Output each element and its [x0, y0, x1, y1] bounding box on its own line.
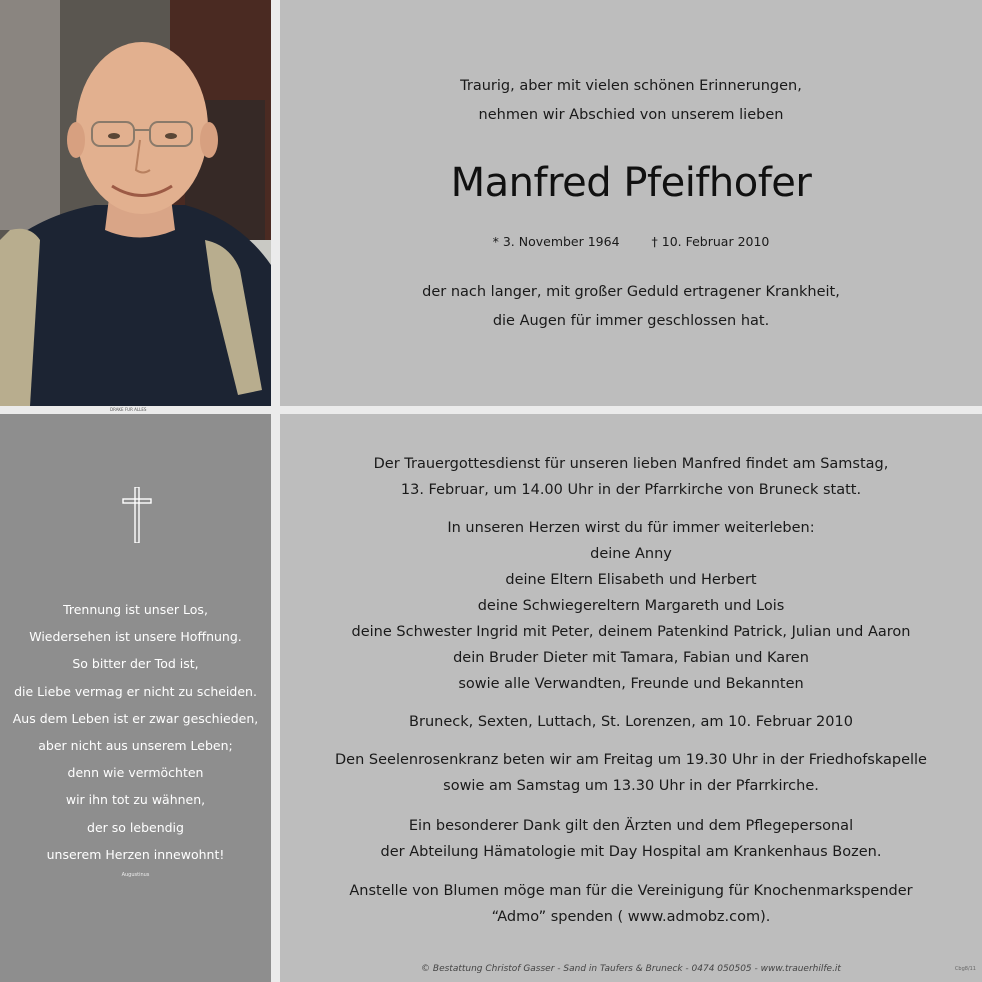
service-line: Der Trauergottesdienst für unseren lieben Manfred findet am Samstag,: [373, 456, 889, 472]
birth-date: * 3. November 1964: [492, 234, 620, 249]
donation-line: “Admo” spenden ( www.admobz.com).: [491, 909, 771, 925]
document-code: Cbg8/11: [954, 966, 976, 972]
deceased-name: Manfred Pfeifhofer: [450, 160, 812, 206]
life-dates: [280, 234, 982, 249]
intro-line: nehmen wir Abschied von unserem lieben: [478, 107, 784, 123]
portrait-photo: [0, 0, 271, 406]
verse-author: Augustinus: [121, 872, 150, 878]
cross-icon: [122, 487, 152, 543]
intro-line: Traurig, aber mit vielen schönen Erinnerungen,: [460, 78, 802, 94]
verse-line: die Liebe vermag er nicht zu scheiden.: [14, 683, 257, 699]
thanks-info: [280, 813, 982, 865]
portrait-illustration: [0, 0, 271, 406]
undertaker-footer: © Bestattung Christof Gasser - Sand in Taufers & Bruneck - 0474 050505 - www.trauerhilfe.it: [421, 964, 841, 974]
verse-line: wir ihn tot zu wähnen,: [65, 792, 206, 808]
thanks-line: Ein besonderer Dank gilt den Ärzten und dem Pflegepersonal: [408, 818, 854, 834]
family-line: deine Eltern Elisabeth und Herbert: [505, 572, 757, 588]
family-list: [280, 515, 982, 697]
verse-line: Wiedersehen ist unsere Hoffnung.: [29, 629, 242, 645]
verse-line: Aus dem Leben ist er zwar geschieden,: [12, 710, 259, 726]
verse-line: So bitter der Tod ist,: [72, 656, 199, 672]
rosary-line: Den Seelenrosenkranz beten wir am Freitag um 19.30 Uhr in der Friedhofskapelle: [335, 752, 927, 768]
closing-line: der nach langer, mit großer Geduld ertragener Krankheit,: [422, 284, 840, 300]
family-line: deine Schwester Ingrid mit Peter, deinem Patenkind Patrick, Julian und Aaron: [351, 624, 911, 640]
intro-text: [280, 72, 982, 130]
thanks-line: der Abteilung Hämatologie mit Day Hospital am Krankenhaus Bozen.: [380, 844, 882, 860]
verse-line: unserem Herzen innewohnt!: [46, 846, 225, 862]
death-date: † 10. Februar 2010: [651, 234, 770, 249]
family-line: deine Schwiegereltern Margareth und Lois: [477, 598, 785, 614]
rosary-line: sowie am Samstag um 13.30 Uhr in der Pfarrkirche.: [443, 778, 819, 794]
rosary-info: [280, 747, 982, 799]
family-line: sowie alle Verwandten, Freunde und Bekannten: [458, 676, 804, 692]
place-date: Bruneck, Sexten, Luttach, St. Lorenzen, am 10. Februar 2010: [409, 714, 853, 730]
donation-info: [280, 878, 982, 930]
photo-credit: DRAKE FUR ALLES: [110, 407, 147, 412]
verse-line: denn wie vermöchten: [67, 765, 204, 781]
family-line: In unseren Herzen wirst du für immer weiterleben:: [447, 520, 815, 536]
closing-line: die Augen für immer geschlossen hat.: [492, 313, 770, 329]
verse-text: [0, 596, 271, 868]
service-line: 13. Februar, um 14.00 Uhr in der Pfarrkirche von Bruneck statt.: [400, 482, 862, 498]
service-info: [280, 451, 982, 503]
family-line: dein Bruder Dieter mit Tamara, Fabian und Karen: [453, 650, 809, 666]
verse-panel: [0, 414, 271, 982]
family-line: deine Anny: [590, 546, 672, 562]
announcement-header: [280, 0, 982, 406]
verse-line: der so lebendig: [87, 819, 184, 835]
verse-line: aber nicht aus unserem Leben;: [38, 738, 233, 754]
verse-line: Trennung ist unser Los,: [63, 602, 208, 617]
donation-line: Anstelle von Blumen möge man für die Vereinigung für Knochenmarkspender: [349, 883, 913, 899]
announcement-details: [280, 414, 982, 982]
closing-text: [280, 278, 982, 336]
